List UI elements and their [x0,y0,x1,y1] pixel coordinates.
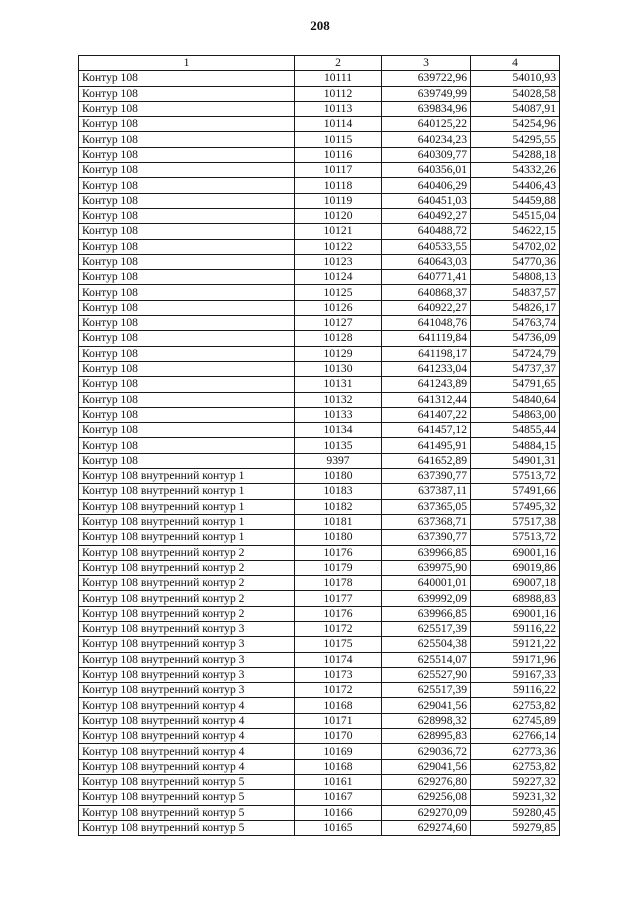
cell-y-coordinate: 54459,88 [471,193,560,208]
cell-y-coordinate: 54622,15 [471,224,560,239]
table-row [79,239,560,254]
cell-y-coordinate: 59167,33 [471,667,560,682]
cell-contour-name: Контур 108 [79,254,295,269]
cell-x-coordinate: 640309,77 [382,147,471,162]
cell-point-number: 10111 [295,71,382,86]
cell-x-coordinate: 629276,80 [382,774,471,789]
table-row [79,576,560,591]
cell-y-coordinate: 54770,36 [471,254,560,269]
cell-y-coordinate: 59231,32 [471,790,560,805]
table-row [79,331,560,346]
table-row [79,698,560,713]
cell-point-number: 10182 [295,499,382,514]
cell-x-coordinate: 637365,05 [382,499,471,514]
cell-point-number: 10131 [295,377,382,392]
table-row [79,178,560,193]
cell-x-coordinate: 641495,91 [382,438,471,453]
cell-contour-name: Контур 108 [79,377,295,392]
cell-point-number: 10176 [295,545,382,560]
table-row [79,591,560,606]
cell-contour-name: Контур 108 [79,71,295,86]
table-row [79,560,560,575]
table-row [79,805,560,820]
cell-y-coordinate: 54028,58 [471,86,560,101]
cell-point-number: 10179 [295,560,382,575]
cell-y-coordinate: 54295,55 [471,132,560,147]
cell-x-coordinate: 640001,01 [382,576,471,591]
cell-point-number: 10112 [295,86,382,101]
cell-y-coordinate: 54826,17 [471,300,560,315]
cell-contour-name: Контур 108 внутренний контур 1 [79,514,295,529]
cell-y-coordinate: 59171,96 [471,652,560,667]
cell-point-number: 10116 [295,147,382,162]
cell-x-coordinate: 629041,56 [382,698,471,713]
cell-y-coordinate: 62745,89 [471,713,560,728]
cell-point-number: 10166 [295,805,382,820]
cell-contour-name: Контур 108 внутренний контур 1 [79,530,295,545]
cell-contour-name: Контур 108 [79,193,295,208]
table-row [79,820,560,835]
cell-y-coordinate: 62773,36 [471,744,560,759]
table-row [79,71,560,86]
cell-x-coordinate: 625504,38 [382,637,471,652]
table-row [79,285,560,300]
cell-contour-name: Контур 108 [79,392,295,407]
cell-contour-name: Контур 108 внутренний контур 2 [79,591,295,606]
cell-y-coordinate: 54702,02 [471,239,560,254]
cell-x-coordinate: 641652,89 [382,453,471,468]
cell-y-coordinate: 69001,16 [471,606,560,621]
cell-y-coordinate: 54515,04 [471,208,560,223]
cell-point-number: 10180 [295,530,382,545]
cell-x-coordinate: 640533,55 [382,239,471,254]
cell-y-coordinate: 54884,15 [471,438,560,453]
table-row [79,147,560,162]
cell-x-coordinate: 641048,76 [382,316,471,331]
cell-contour-name: Контур 108 [79,453,295,468]
cell-contour-name: Контур 108 внутренний контур 3 [79,667,295,682]
table-row [79,392,560,407]
header-cell-x: 3 [382,56,471,71]
cell-x-coordinate: 640406,29 [382,178,471,193]
cell-x-coordinate: 628998,32 [382,713,471,728]
cell-x-coordinate: 639992,09 [382,591,471,606]
cell-y-coordinate: 57495,32 [471,499,560,514]
cell-x-coordinate: 625527,90 [382,667,471,682]
table-row [79,407,560,422]
cell-x-coordinate: 640868,37 [382,285,471,300]
cell-x-coordinate: 639834,96 [382,101,471,116]
cell-point-number: 10173 [295,667,382,682]
cell-contour-name: Контур 108 [79,361,295,376]
cell-x-coordinate: 640234,23 [382,132,471,147]
table-row [79,530,560,545]
cell-x-coordinate: 629041,56 [382,759,471,774]
cell-contour-name: Контур 108 внутренний контур 2 [79,606,295,621]
cell-x-coordinate: 641243,89 [382,377,471,392]
table-row [79,377,560,392]
cell-x-coordinate: 629274,60 [382,820,471,835]
cell-point-number: 10127 [295,316,382,331]
cell-y-coordinate: 59279,85 [471,820,560,835]
cell-point-number: 10169 [295,744,382,759]
cell-contour-name: Контур 108 внутренний контур 3 [79,652,295,667]
cell-point-number: 10132 [295,392,382,407]
table-row [79,759,560,774]
table-row [79,438,560,453]
cell-point-number: 9397 [295,453,382,468]
cell-contour-name: Контур 108 [79,331,295,346]
cell-y-coordinate: 54901,31 [471,453,560,468]
cell-contour-name: Контур 108 [79,86,295,101]
table-row [79,270,560,285]
cell-point-number: 10135 [295,438,382,453]
cell-contour-name: Контур 108 внутренний контур 1 [79,469,295,484]
cell-contour-name: Контур 108 [79,163,295,178]
cell-contour-name: Контур 108 [79,285,295,300]
cell-point-number: 10120 [295,208,382,223]
table-row [79,790,560,805]
cell-contour-name: Контур 108 [79,101,295,116]
cell-y-coordinate: 68988,83 [471,591,560,606]
table-row [79,652,560,667]
cell-contour-name: Контур 108 внутренний контур 2 [79,545,295,560]
cell-y-coordinate: 57513,72 [471,530,560,545]
cell-contour-name: Контур 108 [79,346,295,361]
cell-y-coordinate: 54791,65 [471,377,560,392]
cell-x-coordinate: 625514,07 [382,652,471,667]
table-row [79,101,560,116]
cell-y-coordinate: 69007,18 [471,576,560,591]
cell-contour-name: Контур 108 [79,117,295,132]
cell-point-number: 10161 [295,774,382,789]
cell-x-coordinate: 640643,03 [382,254,471,269]
table-row [79,163,560,178]
cell-contour-name: Контур 108 внутренний контур 1 [79,499,295,514]
cell-x-coordinate: 625517,39 [382,621,471,636]
cell-point-number: 10165 [295,820,382,835]
cell-y-coordinate: 54855,44 [471,423,560,438]
cell-point-number: 10119 [295,193,382,208]
cell-point-number: 10115 [295,132,382,147]
cell-point-number: 10168 [295,698,382,713]
cell-contour-name: Контур 108 [79,407,295,422]
cell-point-number: 10125 [295,285,382,300]
cell-y-coordinate: 54736,09 [471,331,560,346]
table-row [79,606,560,621]
table-row [79,729,560,744]
cell-y-coordinate: 59116,22 [471,621,560,636]
cell-x-coordinate: 641198,17 [382,346,471,361]
cell-contour-name: Контур 108 внутренний контур 3 [79,621,295,636]
cell-contour-name: Контур 108 [79,147,295,162]
header-cell-y: 4 [471,56,560,71]
cell-x-coordinate: 640492,27 [382,208,471,223]
cell-x-coordinate: 640125,22 [382,117,471,132]
cell-contour-name: Контур 108 внутренний контур 4 [79,744,295,759]
cell-y-coordinate: 57491,66 [471,484,560,499]
table-row [79,224,560,239]
cell-point-number: 10170 [295,729,382,744]
cell-x-coordinate: 641457,12 [382,423,471,438]
table-row [79,744,560,759]
table-row [79,499,560,514]
cell-y-coordinate: 59121,22 [471,637,560,652]
cell-point-number: 10178 [295,576,382,591]
table-row [79,637,560,652]
cell-point-number: 10183 [295,484,382,499]
cell-point-number: 10175 [295,637,382,652]
cell-y-coordinate: 57517,38 [471,514,560,529]
cell-x-coordinate: 640922,27 [382,300,471,315]
cell-x-coordinate: 639975,90 [382,560,471,575]
cell-contour-name: Контур 108 внутренний контур 2 [79,560,295,575]
page-number: 208 [310,18,330,33]
cell-point-number: 10121 [295,224,382,239]
cell-contour-name: Контур 108 внутренний контур 4 [79,698,295,713]
cell-y-coordinate: 62766,14 [471,729,560,744]
cell-y-coordinate: 54808,13 [471,270,560,285]
cell-x-coordinate: 628995,83 [382,729,471,744]
table-row [79,208,560,223]
cell-x-coordinate: 641407,22 [382,407,471,422]
cell-x-coordinate: 639966,85 [382,545,471,560]
cell-point-number: 10122 [295,239,382,254]
cell-contour-name: Контур 108 [79,438,295,453]
cell-point-number: 10177 [295,591,382,606]
cell-contour-name: Контур 108 внутренний контур 5 [79,820,295,835]
cell-point-number: 10168 [295,759,382,774]
cell-y-coordinate: 69001,16 [471,545,560,560]
cell-y-coordinate: 54087,91 [471,101,560,116]
cell-contour-name: Контур 108 внутренний контур 2 [79,576,295,591]
table-row [79,514,560,529]
table-row [79,713,560,728]
cell-x-coordinate: 640488,72 [382,224,471,239]
cell-y-coordinate: 69019,86 [471,560,560,575]
header-cell-contour: 1 [79,56,295,71]
cell-x-coordinate: 640771,41 [382,270,471,285]
table-row [79,132,560,147]
cell-contour-name: Контур 108 [79,178,295,193]
cell-x-coordinate: 629036,72 [382,744,471,759]
table-row [79,545,560,560]
cell-y-coordinate: 54837,57 [471,285,560,300]
table-body [79,71,560,836]
table-row [79,193,560,208]
cell-y-coordinate: 62753,82 [471,698,560,713]
table-row [79,683,560,698]
cell-point-number: 10176 [295,606,382,621]
cell-y-coordinate: 54254,96 [471,117,560,132]
cell-y-coordinate: 59227,32 [471,774,560,789]
cell-x-coordinate: 639966,85 [382,606,471,621]
cell-x-coordinate: 640451,03 [382,193,471,208]
cell-x-coordinate: 637390,77 [382,469,471,484]
cell-contour-name: Контур 108 внутренний контур 5 [79,790,295,805]
cell-contour-name: Контур 108 внутренний контур 5 [79,774,295,789]
cell-point-number: 10124 [295,270,382,285]
cell-contour-name: Контур 108 внутренний контур 4 [79,759,295,774]
cell-x-coordinate: 629270,09 [382,805,471,820]
table-header [79,56,560,71]
table-row [79,469,560,484]
cell-x-coordinate: 639722,96 [382,71,471,86]
cell-y-coordinate: 54406,43 [471,178,560,193]
cell-x-coordinate: 639749,99 [382,86,471,101]
cell-y-coordinate: 57513,72 [471,469,560,484]
cell-contour-name: Контур 108 внутренний контур 5 [79,805,295,820]
cell-y-coordinate: 59116,22 [471,683,560,698]
cell-contour-name: Контур 108 [79,423,295,438]
table-row [79,667,560,682]
cell-point-number: 10181 [295,514,382,529]
table-row [79,621,560,636]
cell-x-coordinate: 640356,01 [382,163,471,178]
cell-contour-name: Контур 108 внутренний контур 3 [79,683,295,698]
cell-x-coordinate: 625517,39 [382,683,471,698]
cell-contour-name: Контур 108 [79,300,295,315]
cell-contour-name: Контур 108 внутренний контур 3 [79,637,295,652]
cell-point-number: 10126 [295,300,382,315]
cell-contour-name: Контур 108 [79,270,295,285]
cell-contour-name: Контур 108 [79,239,295,254]
cell-point-number: 10180 [295,469,382,484]
table-row [79,423,560,438]
header-row [79,56,560,71]
table-row [79,117,560,132]
cell-point-number: 10167 [295,790,382,805]
table-row [79,484,560,499]
cell-y-coordinate: 54724,79 [471,346,560,361]
cell-point-number: 10113 [295,101,382,116]
table-row [79,774,560,789]
cell-y-coordinate: 62753,82 [471,759,560,774]
cell-point-number: 10130 [295,361,382,376]
table-row [79,86,560,101]
table-row [79,346,560,361]
cell-point-number: 10172 [295,621,382,636]
table-row [79,316,560,331]
cell-contour-name: Контур 108 внутренний контур 4 [79,713,295,728]
cell-point-number: 10174 [295,652,382,667]
cell-point-number: 10133 [295,407,382,422]
cell-y-coordinate: 54332,26 [471,163,560,178]
cell-x-coordinate: 637387,11 [382,484,471,499]
table-row [79,453,560,468]
cell-x-coordinate: 641312,44 [382,392,471,407]
cell-point-number: 10117 [295,163,382,178]
cell-y-coordinate: 59280,45 [471,805,560,820]
table-row [79,300,560,315]
cell-contour-name: Контур 108 [79,132,295,147]
cell-contour-name: Контур 108 [79,316,295,331]
cell-point-number: 10118 [295,178,382,193]
cell-y-coordinate: 54288,18 [471,147,560,162]
cell-point-number: 10128 [295,331,382,346]
table-row [79,361,560,376]
cell-point-number: 10171 [295,713,382,728]
header-cell-point: 2 [295,56,382,71]
cell-y-coordinate: 54010,93 [471,71,560,86]
cell-x-coordinate: 641119,84 [382,331,471,346]
cell-point-number: 10123 [295,254,382,269]
cell-y-coordinate: 54737,37 [471,361,560,376]
cell-contour-name: Контур 108 [79,208,295,223]
cell-x-coordinate: 637390,77 [382,530,471,545]
cell-contour-name: Контур 108 [79,224,295,239]
table-row [79,254,560,269]
cell-point-number: 10134 [295,423,382,438]
cell-y-coordinate: 54863,00 [471,407,560,422]
cell-x-coordinate: 629256,08 [382,790,471,805]
cell-point-number: 10129 [295,346,382,361]
cell-contour-name: Контур 108 внутренний контур 4 [79,729,295,744]
cell-point-number: 10172 [295,683,382,698]
cell-point-number: 10114 [295,117,382,132]
cell-y-coordinate: 54840,64 [471,392,560,407]
cell-x-coordinate: 641233,04 [382,361,471,376]
cell-y-coordinate: 54763,74 [471,316,560,331]
cell-contour-name: Контур 108 внутренний контур 1 [79,484,295,499]
cell-x-coordinate: 637368,71 [382,514,471,529]
coordinates-table [78,55,560,836]
